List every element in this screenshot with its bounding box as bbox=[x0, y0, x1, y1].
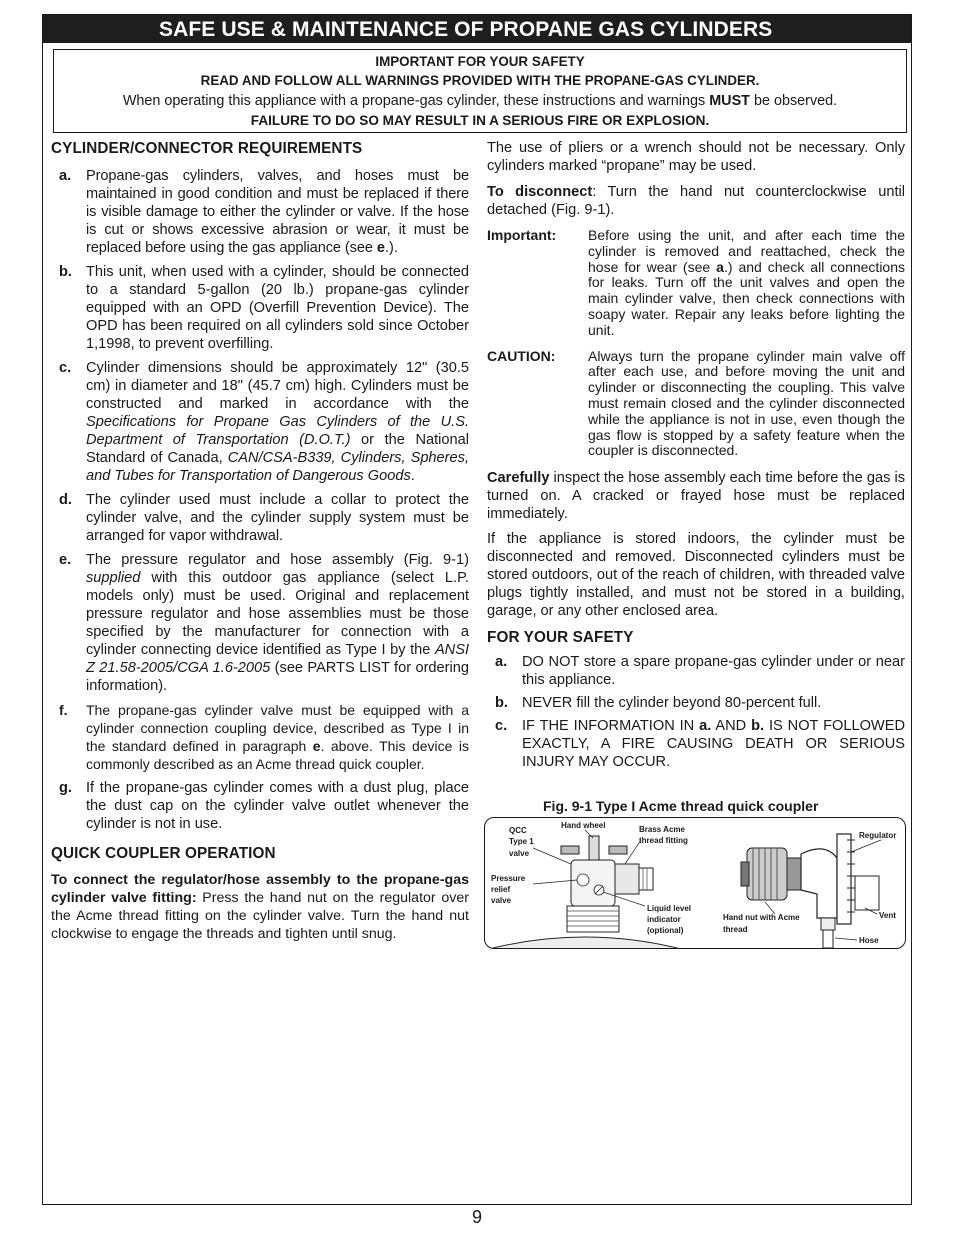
safety-line-3 bbox=[54, 93, 906, 109]
item-label: b. bbox=[59, 264, 72, 280]
item-text-bold: a. bbox=[699, 718, 712, 735]
item-text: .). bbox=[384, 240, 398, 256]
label-pressure-2: relief bbox=[491, 885, 511, 894]
important-note bbox=[487, 228, 905, 339]
item-text-italic: supplied bbox=[86, 570, 141, 586]
cylinder-item-d bbox=[51, 491, 469, 545]
coupler-illustration bbox=[485, 818, 906, 949]
item-text: IS NOT FOLLOWED EXACTLY, A FIRE CAUSING DEATH OR SERIOUS INJURY MAY OCCUR. bbox=[522, 718, 905, 771]
item-text: . above. This device is commonly described as an Acme thread quick coupler. bbox=[86, 738, 469, 772]
quick-coupler-text bbox=[51, 871, 469, 943]
figure-diagram bbox=[484, 817, 906, 949]
hand-nut bbox=[741, 848, 801, 900]
item-text: The propane-gas cylinder valve must be equipped with a cylinder connection coupling device, described as Type I in the standard defined in paragraph bbox=[86, 702, 469, 754]
item-text: NEVER fill the cylinder beyond 80-percent full. bbox=[522, 695, 822, 712]
label-liquid-2: indicator bbox=[647, 915, 681, 924]
carefully-text: inspect the hose assembly each time before the gas is turned on. A cracked or frayed hose must be replaced immediately. bbox=[487, 470, 905, 523]
cylinder-heading: CYLINDER/CONNECTOR REQUIREMENTS bbox=[51, 140, 363, 157]
label-hose: Hose bbox=[859, 936, 879, 945]
item-label: a. bbox=[59, 168, 72, 184]
item-text: with this outdoor gas appliance (select L.P. models only) must be used. Original and replacement pressure regulator and hose assemblies must be those specified by the manufacturer for connection with a cylinder connecting device identified as Type I by the bbox=[86, 570, 469, 658]
important-bold: a bbox=[716, 258, 724, 275]
page-title: SAFE USE & MAINTENANCE OF PROPANE GAS CYLINDERS bbox=[159, 18, 773, 41]
item-text: Cylinder dimensions should be approximately 12" (30.5 cm) in diameter and 18" (45.7 cm) high. Cylinders must be constructed and marked in accordance with the bbox=[86, 360, 469, 412]
item-text: DO NOT store a spare propane-gas cylinder under or near this appliance. bbox=[522, 654, 905, 689]
label-handnut-2: thread bbox=[723, 925, 748, 934]
safety-line-4: FAILURE TO DO SO MAY RESULT IN A SERIOUS FIRE OR EXPLOSION. bbox=[250, 113, 710, 128]
label-brass-1: Brass Acme bbox=[639, 825, 685, 834]
disconnect-paragraph bbox=[487, 183, 905, 219]
item-text: (see PARTS LIST for ordering information). bbox=[86, 660, 470, 694]
item-text: . bbox=[410, 468, 415, 484]
pliers-paragraph: The use of pliers or a wrench should not be necessary. Only cylinders marked “propane” may be used. bbox=[487, 140, 905, 174]
item-label: e. bbox=[59, 552, 72, 568]
label-handnut-1: Hand nut with Acme bbox=[723, 913, 800, 922]
safety-line-1: IMPORTANT FOR YOUR SAFETY bbox=[375, 54, 585, 69]
cylinder-item-b bbox=[51, 263, 469, 353]
quick-coupler-body: Press the hand nut on the regulator over the Acme thread fitting on the cylinder valve. Turn the hand nut clockwise to engage the threads and tighten until snug. bbox=[51, 890, 469, 942]
label-vent: Vent bbox=[879, 911, 896, 920]
disconnect-text: : Turn the hand nut counterclockwise until detached (Fig. 9-1). bbox=[487, 184, 905, 218]
label-liquid-1: Liquid level bbox=[647, 904, 692, 913]
item-text: or the National Standard of Canada, bbox=[86, 432, 469, 466]
label-hand-wheel: Hand wheel bbox=[561, 821, 606, 830]
item-label: d. bbox=[59, 492, 72, 508]
label-pressure-1: Pressure bbox=[491, 874, 526, 883]
quick-coupler-bold: To connect the regulator/hose assembly to the propane-gas cylinder valve fitting: bbox=[51, 872, 469, 906]
caution-note bbox=[487, 349, 905, 460]
disconnect-bold: To disconnect bbox=[487, 184, 593, 200]
item-text: IF THE INFORMATION IN bbox=[522, 718, 700, 735]
for-your-safety-heading: FOR YOUR SAFETY bbox=[487, 629, 634, 647]
item-text: Propane-gas cylinders, valves, and hoses must be maintained in good condition and must be replaced if there is visible damage to either the cylinder or valve. If the hose is cut or shows excessive abrasion or wear, it must be replaced before using the gas appliance (see bbox=[86, 168, 469, 256]
label-liquid-3: (optional) bbox=[647, 926, 684, 935]
item-label: c. bbox=[495, 718, 508, 735]
item-text: The cylinder used must include a collar to protect the cylinder valve, and the cylinder supply system must be arranged for vapor withdrawal. bbox=[86, 492, 469, 544]
figure-caption: Fig. 9-1 Type I Acme thread quick coupler bbox=[543, 798, 819, 814]
item-text: This unit, when used with a cylinder, should be connected to a standard 5-gallon (20 lb.) propane-gas cylinder equipped with an OPD (Overfill Prevention Device). The OPD has been required on all cylinders sold since October 1,1998, to prevent overfilling. bbox=[86, 264, 469, 352]
cylinder-item-f bbox=[51, 701, 469, 773]
cylinder-item-g bbox=[51, 779, 469, 833]
safety-item-b bbox=[487, 694, 905, 712]
item-text: AND bbox=[711, 718, 752, 735]
important-label: Important: bbox=[487, 227, 557, 243]
label-qcc-2: Type 1 bbox=[509, 837, 534, 846]
carefully-bold: Carefully bbox=[487, 470, 550, 487]
page-number: 9 bbox=[471, 1207, 482, 1227]
item-label: f. bbox=[59, 702, 68, 718]
storage-paragraph: If the appliance is stored indoors, the cylinder must be disconnected and removed. Disconnected cylinders must be stored outdoors, out of the reach of children, with threaded valve plugs tightly installed, and must not be stored in a building, garage, or any other enclosed area. bbox=[487, 531, 905, 620]
item-label: b. bbox=[495, 695, 508, 712]
carefully-paragraph bbox=[487, 469, 905, 523]
regulator bbox=[801, 834, 879, 948]
item-label: a. bbox=[495, 654, 508, 671]
item-text-bold: e bbox=[312, 738, 321, 754]
safety-line-3-pre: When operating this appliance with a propane-gas cylinder, these instructions and warnings bbox=[122, 93, 710, 109]
item-text-bold: e bbox=[376, 240, 385, 256]
quick-coupler-heading: QUICK COUPLER OPERATION bbox=[51, 845, 276, 862]
right-column bbox=[487, 139, 905, 776]
item-text: If the propane-gas cylinder comes with a dust plug, place the dust cap on the cylinder valve outlet whenever the cylinder is not in use. bbox=[86, 780, 469, 832]
item-text-italic: Specifications for Propane Gas Cylinders of the U.S. Department of Transportation (D.O.T.) bbox=[86, 414, 469, 448]
label-regulator: Regulator bbox=[859, 831, 897, 840]
title-bar bbox=[43, 15, 911, 43]
cylinder-item-c bbox=[51, 359, 469, 485]
item-text-bold: b. bbox=[751, 718, 765, 735]
item-text-italic: CAN/CSA-B339, Cylinders, Spheres, and Tubes for Transportation of Dangerous Goods bbox=[86, 450, 469, 484]
label-brass-2: thread fitting bbox=[639, 836, 688, 845]
caution-label: CAUTION: bbox=[487, 347, 556, 364]
brass-acme-fitting bbox=[615, 864, 653, 894]
item-text: The pressure regulator and hose assembly (Fig. 9-1) bbox=[86, 552, 469, 568]
safety-line-3-post: be observed. bbox=[749, 93, 838, 109]
safety-item-a bbox=[487, 653, 905, 689]
item-label: c. bbox=[59, 360, 72, 376]
safety-line-3-bold: MUST bbox=[709, 93, 750, 109]
item-text-italic: ANSI Z 21.58-2005/CGA 1.6-2005 bbox=[86, 642, 469, 676]
safety-item-c bbox=[487, 717, 905, 771]
cylinder-top bbox=[485, 937, 685, 949]
left-column bbox=[51, 140, 469, 943]
important-text: Before using the unit, and after each time the cylinder is removed and reattached, check the hose for wear (see bbox=[588, 227, 905, 275]
label-qcc-1: QCC bbox=[509, 826, 527, 835]
caution-text: Always turn the propane cylinder main valve off after each use, and before moving the unit and cylinder or disconnecting the coupling. This valve must remain closed and the cylinder disconnected while the appliance is not in use, even though the gas flow is stopped by a safety feature when the coupler is disconnected. bbox=[588, 347, 905, 459]
label-qcc-3: valve bbox=[509, 849, 530, 858]
important-text: .) and check all connections for leaks. Turn off the unit valves and open the main cylinder valve, then check connections with soapy water. Repair any leaks before lighting the unit. bbox=[588, 258, 905, 338]
cylinder-item-a bbox=[51, 167, 469, 257]
label-pressure-3: valve bbox=[491, 896, 512, 905]
item-label: g. bbox=[59, 780, 72, 796]
safety-warning-box bbox=[53, 49, 907, 133]
safety-line-2: READ AND FOLLOW ALL WARNINGS PROVIDED WITH THE PROPANE-GAS CYLINDER. bbox=[200, 73, 760, 88]
cylinder-item-e bbox=[51, 551, 469, 695]
